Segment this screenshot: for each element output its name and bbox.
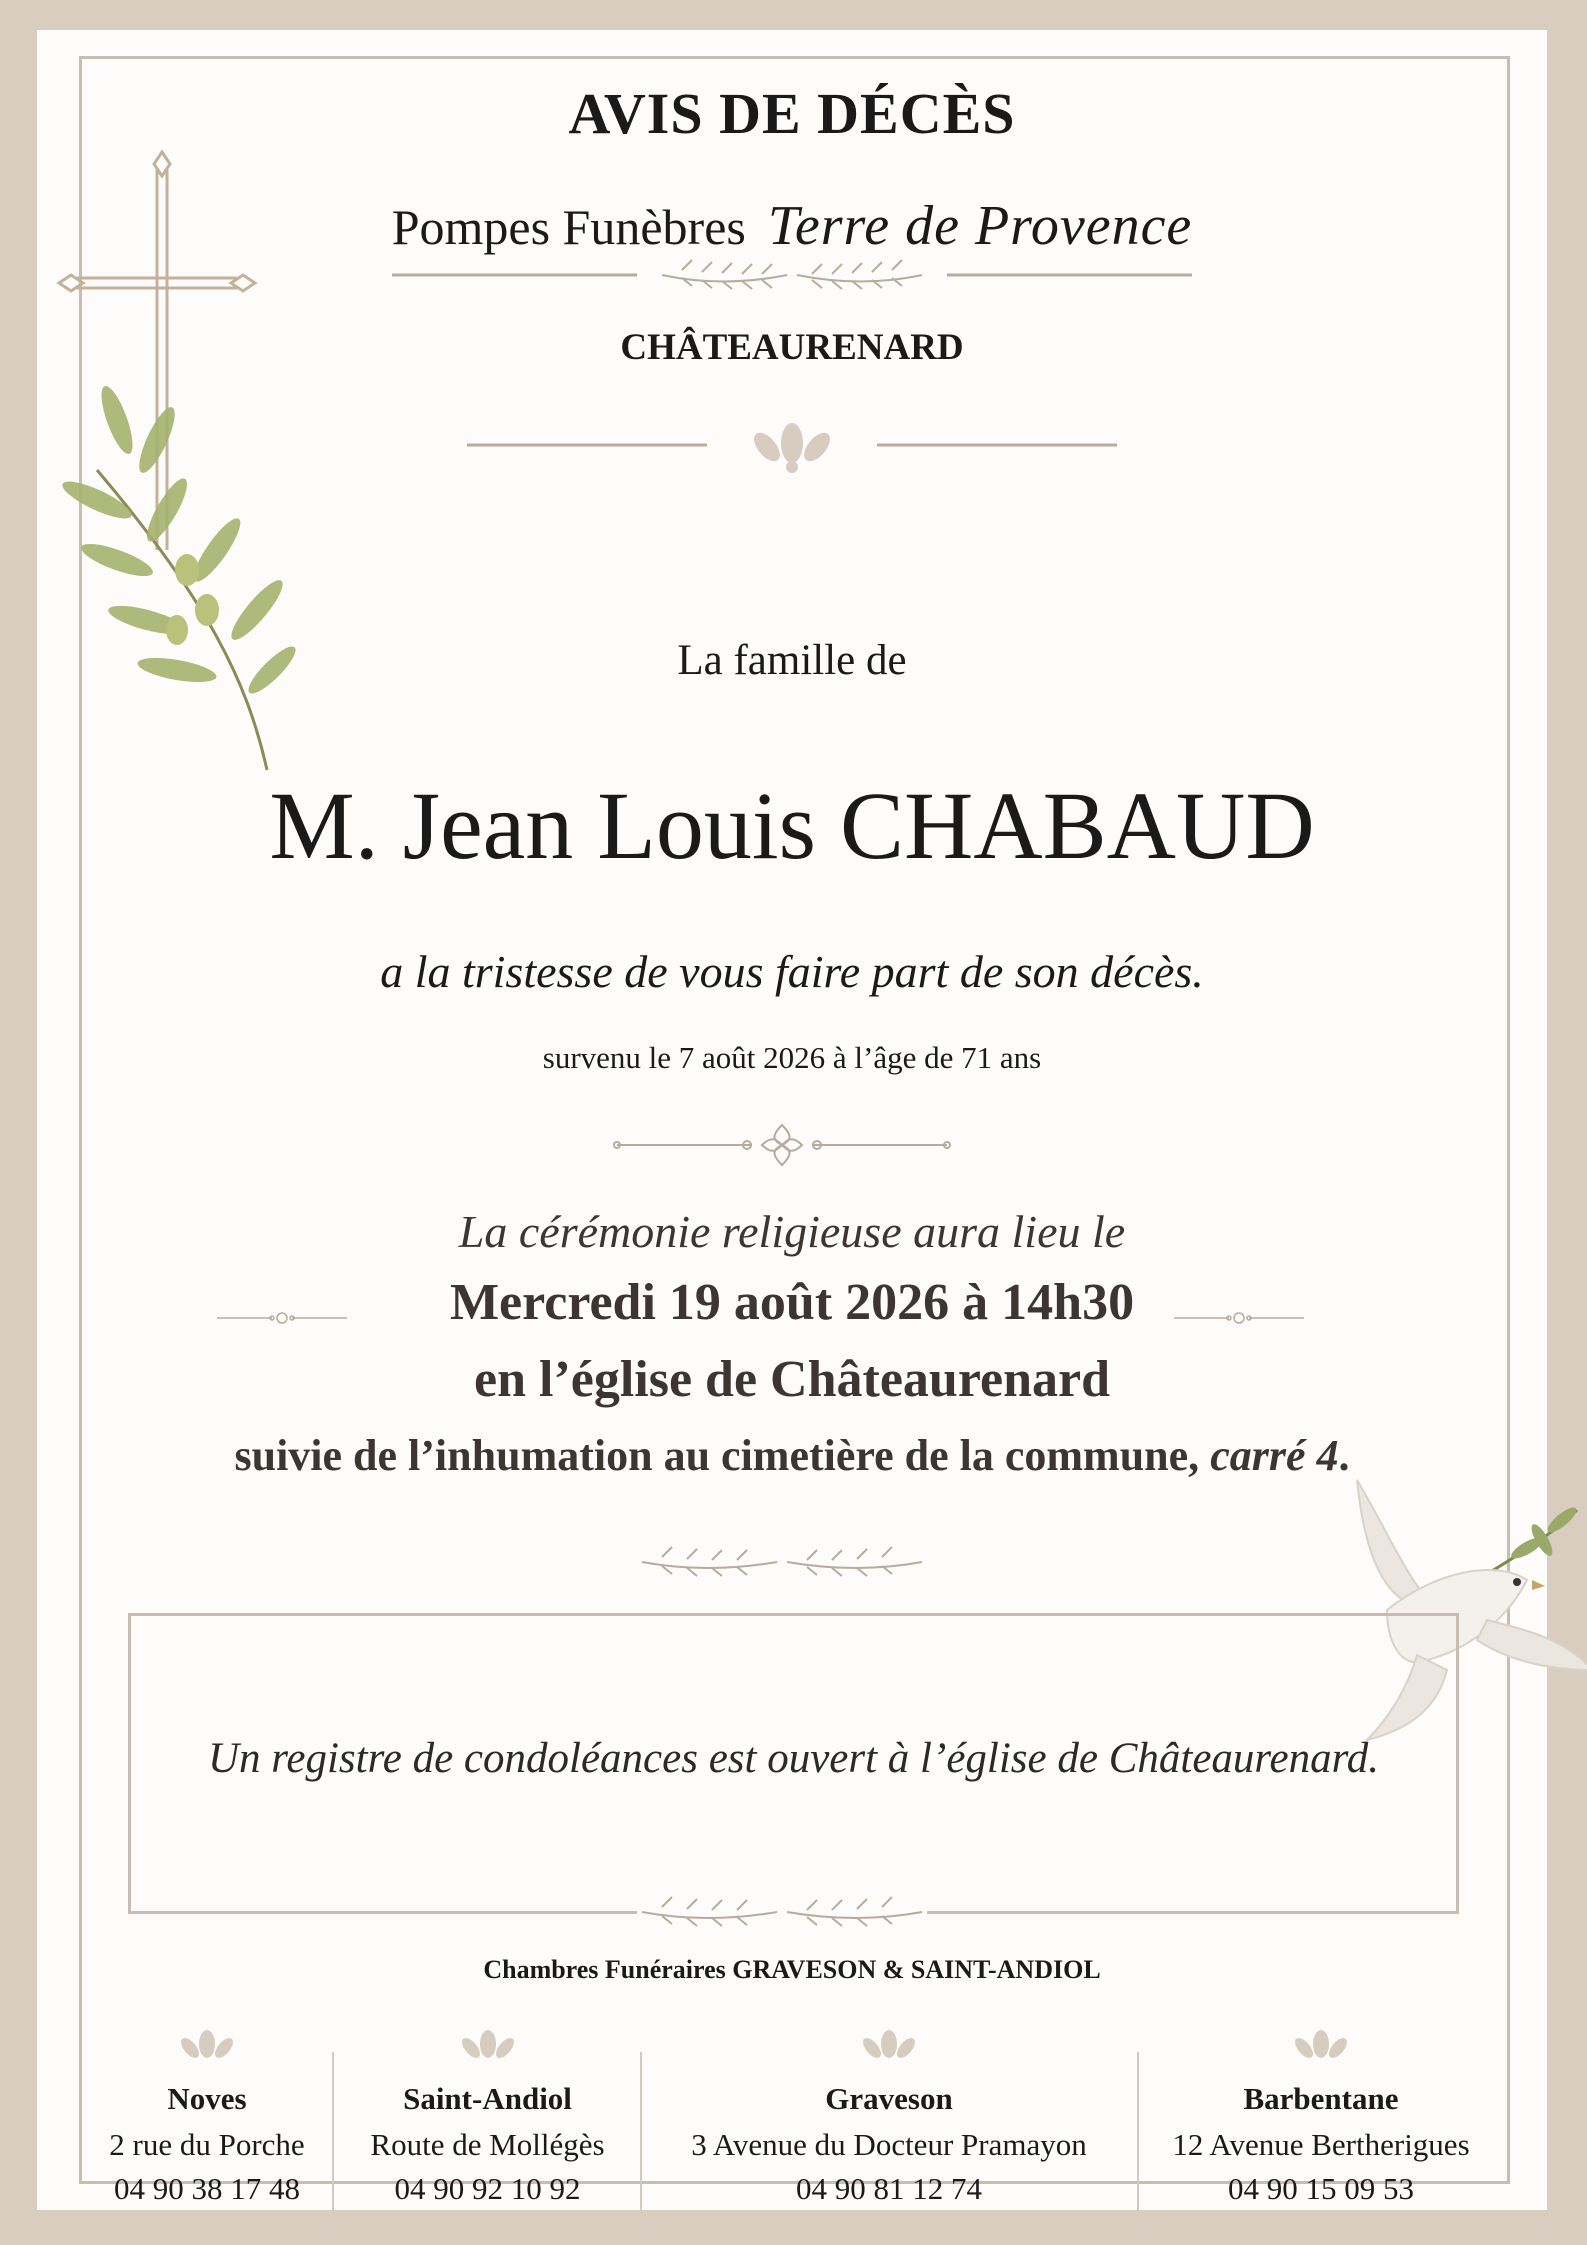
office-saint-andiol xyxy=(335,2028,640,2207)
burial-plot: carré 4 xyxy=(1210,1431,1339,1480)
office-address: 3 Avenue du Docteur Pramayon xyxy=(691,2127,1087,2162)
office-address: Route de Mollégès xyxy=(370,2127,605,2162)
flourish-divider-icon xyxy=(612,1120,952,1170)
office-address: 2 rue du Porche xyxy=(109,2127,305,2162)
ceremony-date: Mercredi 19 août 2026 à 14h30 xyxy=(449,1274,1135,1331)
lotus-icon xyxy=(177,2028,237,2064)
right-flourish-icon xyxy=(1174,1310,1304,1326)
sadness-line: a la tristesse de vous faire part de son décès. xyxy=(380,946,1204,997)
olive-branch-icon xyxy=(57,380,317,780)
office-town: Noves xyxy=(167,2081,247,2116)
lotus-icon xyxy=(859,2028,919,2064)
office-phone[interactable]: 04 90 15 09 53 xyxy=(1228,2171,1414,2206)
burial-text: suivie de l’inhumation au cimetière de la commune, xyxy=(234,1431,1211,1480)
burial-suffix: . xyxy=(1338,1431,1350,1480)
funeral-rooms: Chambres Funéraires GRAVESON & SAINT-ANDIOL xyxy=(483,1955,1101,1984)
deceased-name: M. Jean Louis CHABAUD xyxy=(269,772,1315,879)
laurel-ornament-icon xyxy=(637,1542,927,1582)
condolence-text: Un registre de condoléances est ouvert à l’église de Châteaurenard. xyxy=(207,1735,1380,1782)
office-phone[interactable]: 04 90 92 10 92 xyxy=(394,2171,581,2206)
column-separator xyxy=(332,2052,334,2212)
office-town: Barbentane xyxy=(1243,2081,1399,2116)
family-intro: La famille de xyxy=(677,637,907,684)
city-name: CHÂTEAURENARD xyxy=(620,327,964,368)
office-barbentane xyxy=(1140,2028,1502,2207)
office-town: Graveson xyxy=(825,2081,953,2116)
laurel-ornament-bottom-icon xyxy=(637,1892,927,1932)
company-name xyxy=(37,194,1547,258)
ceremony-place: en l’église de Châteaurenard xyxy=(474,1351,1110,1408)
laurel-divider-icon xyxy=(392,250,1192,300)
office-address: 12 Avenue Bertherigues xyxy=(1172,2127,1470,2162)
lotus-icon xyxy=(458,2028,518,2064)
company-script-name: Terre de Provence xyxy=(767,195,1193,257)
office-graveson xyxy=(643,2028,1135,2207)
lotus-divider-icon xyxy=(467,415,1117,475)
condolence-box xyxy=(128,1613,1459,1914)
lotus-icon xyxy=(1291,2028,1351,2064)
office-noves xyxy=(87,2028,327,2207)
company-prefix: Pompes Funèbres xyxy=(391,199,746,255)
ceremony-burial xyxy=(37,1430,1547,1481)
office-town: Saint-Andiol xyxy=(403,2081,572,2116)
obituary-sheet xyxy=(37,30,1547,2210)
column-separator xyxy=(640,2052,642,2212)
office-phone[interactable]: 04 90 38 17 48 xyxy=(114,2171,300,2206)
notice-title: AVIS DE DÉCÈS xyxy=(568,81,1016,146)
death-details: survenu le 7 août 2026 à l’âge de 71 ans xyxy=(542,1040,1042,1075)
ceremony-intro: La cérémonie religieuse aura lieu le xyxy=(458,1206,1126,1257)
left-flourish-icon xyxy=(217,1310,347,1326)
column-separator xyxy=(1137,2052,1139,2212)
office-phone[interactable]: 04 90 81 12 74 xyxy=(796,2171,982,2206)
